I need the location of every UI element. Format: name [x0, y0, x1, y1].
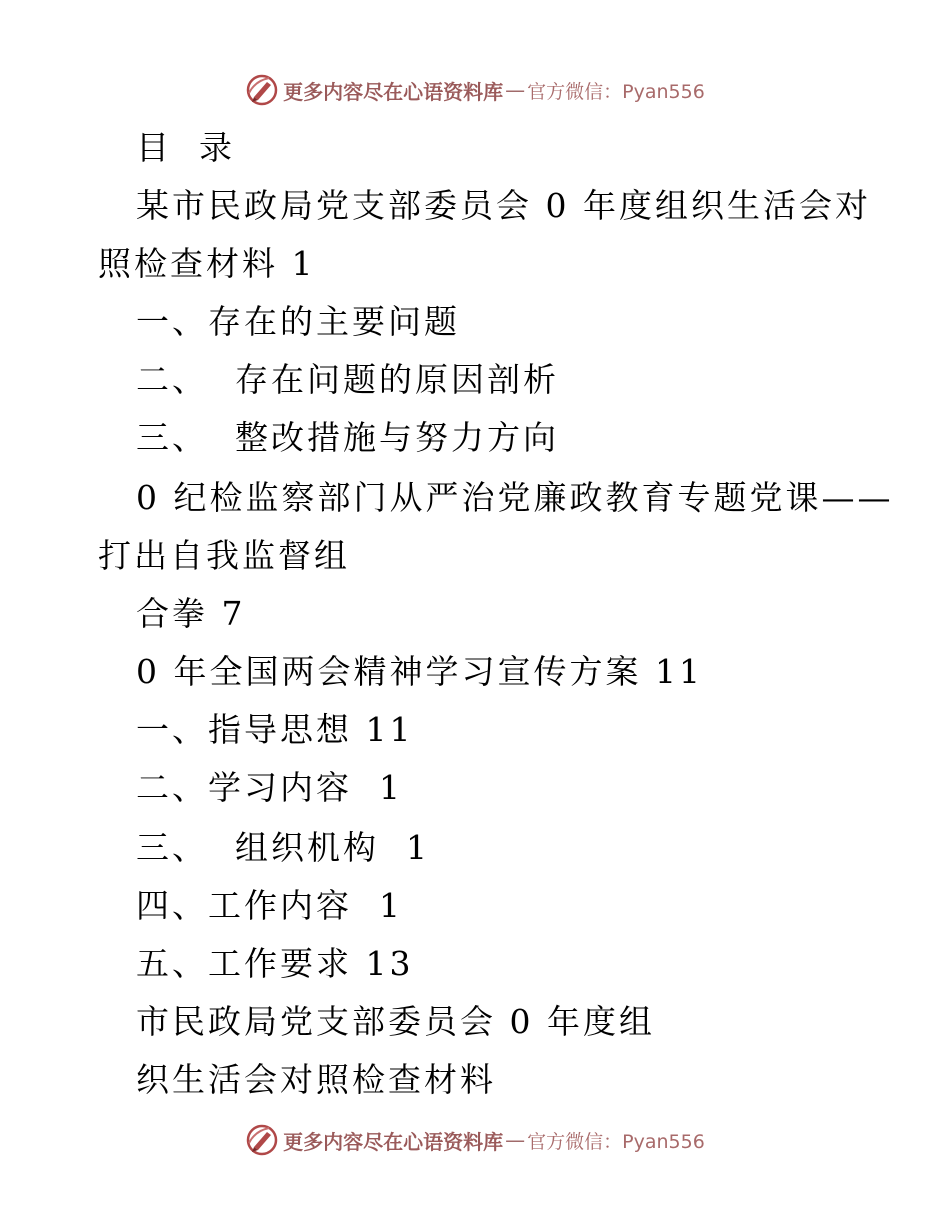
banner-wechat: 官方微信：Pyan556: [527, 1130, 705, 1153]
pen-logo-icon: [245, 73, 279, 107]
toc-line: 五、工作要求 13: [136, 944, 414, 983]
toc-line: 合拳 7: [136, 594, 246, 633]
pen-logo-icon: [245, 1123, 279, 1157]
toc-title: 目 录: [136, 128, 235, 167]
toc-line: 0 年全国两会精神学习宣传方案 11: [136, 652, 703, 691]
toc-line: 一、存在的主要问题: [136, 302, 460, 341]
toc-line: 打出自我监督组: [98, 536, 350, 575]
toc-line: 三、 组织机构 1: [136, 828, 430, 867]
footer-watermark: [0, 1120, 950, 1160]
toc-line: 织生活会对照检查材料: [136, 1060, 496, 1099]
toc-line: 一、指导思想 11: [136, 710, 414, 749]
banner-text: 更多内容尽在心语资料库: [283, 1129, 504, 1154]
toc-line: 四、工作内容 1: [136, 886, 403, 925]
banner-separator: —: [505, 1128, 526, 1152]
banner-text: 更多内容尽在心语资料库: [283, 79, 504, 104]
toc-line: 市民政局党支部委员会 0 年度组: [136, 1002, 655, 1041]
toc-line: 三、 整改措施与努力方向: [136, 418, 559, 457]
toc-line: 某市民政局党支部委员会 0 年度组织生活会对: [136, 186, 871, 225]
banner-wechat: 官方微信：Pyan556: [527, 80, 705, 103]
toc-line: 二、 存在问题的原因剖析: [136, 360, 559, 399]
toc-line: 照检查材料 1: [98, 244, 316, 283]
toc-line: 0 纪检监察部门从严治党廉政教育专题党课——: [136, 478, 894, 517]
toc-line: 二、学习内容 1: [136, 768, 403, 807]
header-watermark: [0, 70, 950, 110]
banner-separator: —: [505, 78, 526, 102]
